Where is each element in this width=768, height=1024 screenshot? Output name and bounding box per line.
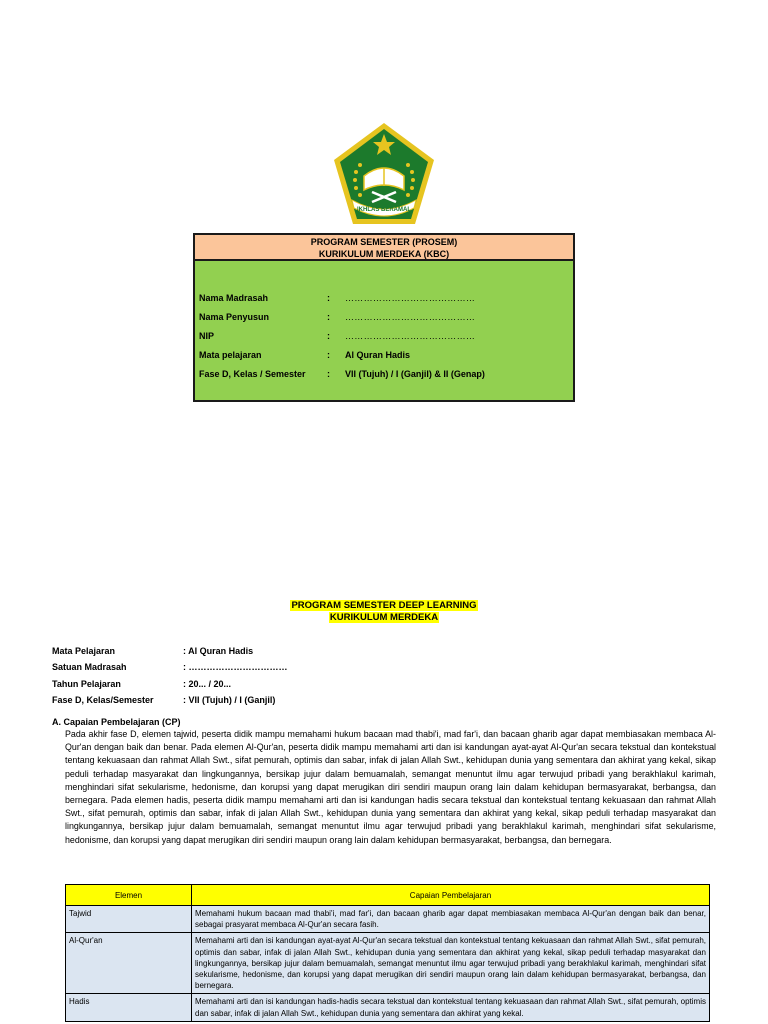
cp-table-header-elemen: Elemen bbox=[66, 885, 192, 906]
cover-row-colon: : bbox=[327, 369, 330, 380]
section-a-heading: A. Capaian Pembelajaran (CP) bbox=[52, 717, 181, 727]
cover-row-value: …………………………………… bbox=[345, 292, 476, 303]
cp-table-cell-elemen: Hadis bbox=[66, 994, 192, 1021]
cover-row-colon: : bbox=[327, 330, 330, 341]
cp-table-cell-cp: Memahami arti dan isi kandungan ayat-ayat Al-Qur'an secara tekstual dan kontekstual tentang kekuasaan dan rahmat Allah Swt., sifat pemurah, optimis dan sabar, infak di jalan Allah Swt., kehidupan dunia yang sementara dan akhirat yang kekal, sikap peduli terhadap masyarakat dan lingkungannya, bersikap jujur dalam bemuamalah, semangat menuntut ilmu agar terwujud pribadi yang berakhlakul karimah, menghindari sifat sekularisme, hedonisme, dan korupsi yang dapat merugikan diri sendiri maupun orang lain dalam kehidupan bermasyarakat, berbangsa, dan bernegara. bbox=[192, 933, 710, 994]
table-row bbox=[66, 906, 710, 933]
identity-label: Fase D, Kelas/Semester bbox=[52, 695, 154, 706]
cover-title-line2: KURIKULUM MERDEKA (KBC) bbox=[318, 249, 450, 259]
identity-row bbox=[52, 643, 383, 659]
cp-table-header-capaian: Capaian Pembelajaran bbox=[192, 885, 710, 906]
cover-info-list bbox=[199, 288, 569, 384]
cover-row-value: Al Quran Hadis bbox=[345, 350, 411, 361]
cp-table-cell-elemen: Tajwid bbox=[66, 906, 192, 933]
logo-motto: IKHLAS BERAMAL bbox=[357, 207, 411, 213]
cover-row-colon: : bbox=[327, 292, 330, 303]
cover-row-value: …………………………………… bbox=[345, 330, 476, 341]
cp-table bbox=[65, 884, 710, 1022]
cover-row-fase bbox=[199, 365, 569, 384]
cp-table-cell-elemen: Al-Qur'an bbox=[66, 933, 192, 994]
cover-row-nama-madrasah bbox=[199, 288, 569, 307]
section-a-paragraph: Pada akhir fase D, elemen tajwid, peserta didik mampu memahami hukum bacaan mad thabi'i, mad far'i, dan bacaan gharib agar dapat membiasakan membaca Al-Qur'an dengan baik dan benar. Pada elemen Al-Qur'an, peserta didik mampu memahami arti dan isi kandungan ayat-ayat Al-Qur'an secara tekstual dan kontekstual tentang kekuasaan dan rahmat Allah Swt., sifat pemurah, optimis dan sabar, infak di jalan Allah Swt., kehidupan dunia yang sementara dan akhirat yang kekal, sikap peduli terhadap masyarakat dan lingkungannya, bersikap jujur dalam bemuamalah, semangat menuntut ilmu agar terwujud pribadi yang berakhlakul karimah, menghindari sifat sekularisme, hedonisme, dan korupsi yang dapat merugikan diri sendiri maupun orang lain dalam kehidupan bermasyarakat, berbangsa, dan bernegara. Pada elemen hadis, peserta didik mampu memahami arti dan isi kandungan hadis secara tekstual dan kontekstual tentang kekuasaan dan rahmat Allah Swt., sifat pemurah, optimis dan sabar, infak di jalan Allah Swt., kehidupan dunia yang sementara dan akhirat yang kekal, sikap peduli terhadap masyarakat dan lingkungannya, bersikap jujur dalam bemuamalah, semangat menuntut ilmu agar terwujud pribadi yang berakhlakul karimah, menghindari sifat sekularisme, hedonisme, dan korupsi yang dapat merugikan diri sendiri maupun orang lain dalam kehidupan bermasyarakat, berbangsa, dan bernegara. bbox=[65, 729, 716, 845]
identity-value: : Al Quran Hadis bbox=[183, 646, 254, 657]
identity-value: : 20... / 20... bbox=[183, 678, 232, 689]
kemenag-logo-icon bbox=[330, 120, 438, 228]
identity-label: Satuan Madrasah bbox=[52, 662, 127, 673]
table-row bbox=[66, 994, 710, 1021]
cover-row-colon: : bbox=[327, 350, 330, 361]
cover-box bbox=[193, 233, 575, 402]
identity-value: : …………………………… bbox=[183, 662, 288, 673]
identity-label: Tahun Pelajaran bbox=[52, 678, 121, 689]
cover-row-nama-penyusun bbox=[199, 307, 569, 326]
cover-row-colon: : bbox=[327, 311, 330, 322]
cover-row-label: Fase D, Kelas / Semester bbox=[199, 369, 306, 380]
identity-row bbox=[52, 692, 383, 708]
cover-header bbox=[195, 235, 573, 261]
program-title bbox=[0, 600, 768, 624]
identity-list bbox=[52, 643, 383, 708]
identity-label: Mata Pelajaran bbox=[52, 646, 116, 657]
cover-title-line1: PROGRAM SEMESTER (PROSEM) bbox=[310, 237, 458, 247]
cp-table-cell-cp: Memahami hukum bacaan mad thabi'i, mad far'i, dan bacaan gharib agar dapat membiasakan membaca Al-Qur'an dengan baik dan benar, sebagai prasyarat membaca Al-Qur'an secara fasih. bbox=[192, 906, 710, 933]
program-title-line2: KURIKULUM MERDEKA bbox=[329, 612, 439, 623]
cover-row-mata-pelajaran bbox=[199, 346, 569, 365]
cover-row-label: Nama Penyusun bbox=[199, 311, 270, 322]
cover-row-value: VII (Tujuh) / I (Ganjil) & II (Genap) bbox=[345, 369, 485, 380]
identity-value: : VII (Tujuh) / I (Ganjil) bbox=[183, 695, 276, 706]
table-row bbox=[66, 933, 710, 994]
identity-row bbox=[52, 676, 383, 692]
identity-row bbox=[52, 659, 383, 675]
cover-row-label: Mata pelajaran bbox=[199, 350, 262, 361]
cover-row-label: NIP bbox=[199, 330, 215, 341]
cp-table-header-row bbox=[66, 885, 710, 906]
program-title-line1: PROGRAM SEMESTER DEEP LEARNING bbox=[291, 600, 477, 611]
cover-row-nip bbox=[199, 326, 569, 345]
cover-row-value: …………………………………… bbox=[345, 311, 476, 322]
cp-table-cell-cp: Memahami arti dan isi kandungan hadis-hadis secara tekstual dan kontekstual tentang kekuasaan dan rahmat Allah Swt., sifat pemurah, optimis dan sabar, infak di jalan Allah Swt., kehidupan dunia yang sementara dan akhirat yang kekal. bbox=[192, 994, 710, 1021]
cover-row-label: Nama Madrasah bbox=[199, 292, 269, 303]
